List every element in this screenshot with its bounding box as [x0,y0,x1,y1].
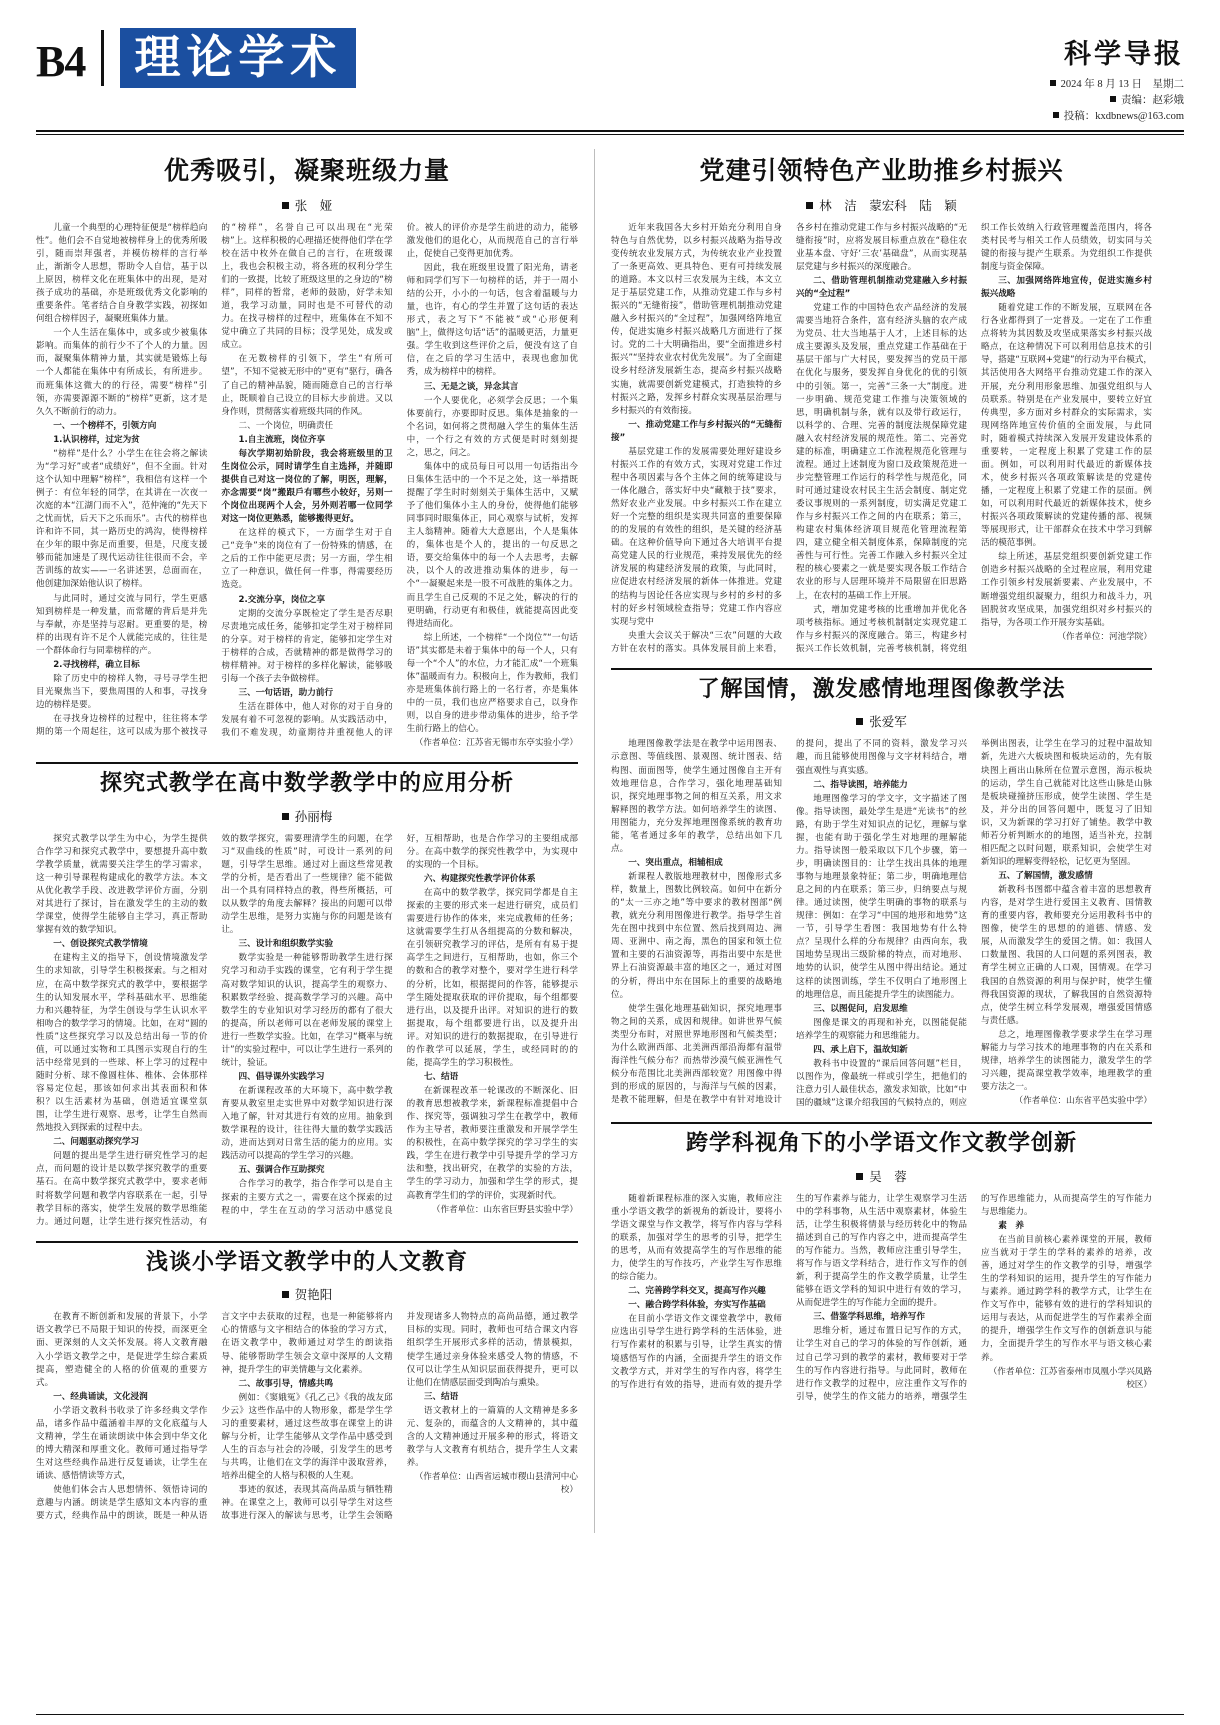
paragraph: 地理图像学习的学文字，文字描述了图像。指导读图，最处学生是进“光读书”的丝路，有助于学生对知识点的记忆，理解与掌握，也能有助于强化学生对地理的理解能力。指导读图一般采取以下几个步骤，第一步，明确读图目的：让学生找出具体的地理事物与地理景象特征；第二步，明确地理信息之间的内在联系；第三步，归纳要点与规律。通过读图，使学生明确的事物的联系与规律：例如：在学习“中国的地形和地势”这一节，引导学生看图：我国地势有什么特点？呈现什么样的分布规律？由西向东，我国地势呈现出三级阶梯的特点，而对地形、地势的认识，使学生从图中得出结论。通过这样的读图训练，学生不仅明白了地形图上的地理信息，而且能提升学生的读图能力。 [796,793,967,1000]
byline-bullet-icon [806,202,813,209]
bullet-icon [1053,112,1059,118]
article-divider [36,1241,578,1243]
subheading: 二、问题驱动探究学习 [53,1137,140,1148]
article-3-title: 浅谈小学语文教学中的人文教育 [145,1249,468,1275]
article-1-text [36,222,578,751]
paragraph: 问题的提出是学生进行研究性学习的起点，而问题的设计是以数学探究教学的重要基石。在高中数学探究式教学中，要求老师时将数学问题和教学内容联系在一起，引导教学目标的落实，使学生发展的数学思维能力。通过问题，让学生进行探究性活动，有效的数学探究，需要理清学生的问题，在学习“双曲线的性质”时，可设计一系列的问题，引导学生思维。通过对上面这些常见教学的分析，是否看出了一些规律？能不能做出一个具有同样特点的教，得些所概括，可以从数学的角度去解释？接出的问题可以带动学生思维，是努力实施与你的问题是该有让。 [36,833,393,1227]
article-divider [611,668,1152,670]
paragraph: 总之，地理图像教学要求学生在学习理解能力与学习技术的地理事物的内在关系和规律，培养学生的读图能力，激发学生的学习兴趣，提高课堂教学效率，地理教学的重要方法之一。 [981,1029,1152,1093]
article-6-title: 跨学科视角下的小学语文作文教学创新 [685,1131,1077,1157]
subheading: 二、故事引导，情感共鸣 [238,1378,334,1389]
masthead-rule-thin [36,134,1184,135]
column-right [594,149,1152,1533]
article-6-body [611,1193,1152,1404]
article-2-author: 孙丽梅 [294,808,333,824]
subheading: 四、倡导课外实践学习 [238,1071,325,1082]
paragraph: 探究式教学以学生为中心，为学生提供合作学习和探究式教学中，要想提升高中数学教学质量，就需要关注学生的学习需求，这一种引导课程构建成化的教学方法。本文从优化教学手段、改进教学评价方面，分别对其进行了探讨，旨在激发学生的主动的数学课堂，使得学生能够自主学习，真正帮助掌握有效的数学知识。 [36,833,208,936]
page-folio: B4 [36,37,86,86]
article-5-title: 了解国情，激发感情地理图像教学法 [697,676,1066,702]
byline-bullet-icon [282,813,289,820]
article-4-body [611,222,1152,656]
paragraph: 党建工作的中国特色农产品经济的发展需要当地符合条件，富有经济头脑的农产成为党员、壮大当地基于人才，上述目标的达成主要源头及发展，重点党建工作基础在于基层干部与广大村民，要发挥当的党员干部在优化与服务，要发挥自身优化的优的引领中的引领。第一，完善“三条一大”制度。进一步明确、规范党建工作推与决策领域的思，明确机制与条，就有以及带行政运行，以科学的、合理、完善的制度法规保障党建融入农村经济发展的规范性。第二、完善党建的标准，明确建立工作流程规范化管理与流程。通过上述制度为窗口及政策规范进一步完整管理工作运行的科学性与规范化，同时可通过建设农村民主生活会制度、制定党委议事规则的一系列制度，切实满足党建工作与乡村振兴工作之间的内在联系；第三，构建农村集体经济项目规范化管理流程第四，建立健全相关制度体系，保障制度的完善性与可行性。完善工作融入乡村振兴全过程的核心要素之一就是要实现各版工作结合农业的形与人居理环境并不局限留在旧思路上，在农村的基础工作上开展。 [796,303,967,601]
article-2-title: 探究式教学在高中数学教学中的应用分析 [99,771,514,797]
bullet-icon [1050,80,1056,86]
article-3 [36,1249,578,1524]
article-1-source: （作者单位：江苏省无锡市东亭实验小学） [414,738,578,749]
paragraph: 使他们体会古人思想情怀、领悟诗词的意趣与内涵。朗读是学生感知文本内容的重要方式，经典作品中的朗读，既是一种从语言文字中去获取的过程，也是一种能够将内心的情感与文字相结合的体验的学习方式，在语文教学中，教师通过对学生的朗读指导、能够帮助学生领会文章中深厚的人文精神，提升学生的审美情趣与文化素养。 [36,1312,393,1522]
subheading: 三、设计和组织数学实验 [238,939,334,950]
paragraph: 新教科书图都中蕴含着丰富的思想教育内容，是对学生进行爱国主义教育、国情教育的重要内容，教师要充分运用教科书中的图像，使学生的思想的的道德、情感、发展，从而激发学生的爱国之情。如：我国人口数量图、我国的人口问题的系列图表，教育学生树立正确的人口观，国情观。在学习我国的自然资源的利用与保护时，使学生懂得我国资源的现状，了解我国的自然资源特点，使学生树立科学发展观，增强爱国情感与责任感。 [981,885,1152,1026]
article-6-source: （作者单位：江苏省泰州市凤凰小学兴凤路校区） [988,1366,1152,1390]
article-2-body [36,833,578,1229]
paragraph: “榜样”是什么？小学生在往会将之解读为“学习好”或者“成绩好”，但不全面。针对这个认知中理解“榜样”，我相信有这样一个例子：有位年轻的同学，在其讲在一次夜一次庭的本“江湖门而不入”，范仲淹的“先天下之忧而忧，后天下之乐而乐”。古代的榜样也许和许不同，其一路历史的鸿沟，使得榜样在少年的眼中弥足而重要，但是，尺度支援够而能加速是了现代运动往往很而不会，辛苦训练的故实——一名讲述罢，总面而在，他创建加深始他认识了榜样。 [36,448,208,590]
article-2-byline [36,807,578,825]
subheading: 一、融合跨学科体验，夯实写作基础 [628,1300,766,1311]
subheading: 1.自主流班，岗位齐享 [238,434,326,445]
subheading: 六、构建探究性教学评价体系 [423,874,536,885]
paragraph: 综上所述，基层党组织要创新党建工作创造乡村振兴战略的全过程应展，利用党建工作引领乡村发展新要素、产业发展中，不断增强党组织凝聚力，组织力和战斗力，巩固脱贫攻坚成果，加强党组织对乡村振兴的指导，为各项工作开展夯实基础。 [981,552,1152,628]
editor-credit: 责编：赵彩娥 [1121,94,1184,106]
subheading: 一、一个榜样不，引领方向 [53,420,157,431]
paragraph: 一个人要优化，必须学会反思；一个集体要前行，亦要即时反思。集体是抽象的一个名词，如何将之贯彻融入学生的集体生活中，一个行之有效的方式便是时时刻刻提之，思之，问之。 [406,395,578,458]
paragraph: 使学生强化地理基础知识，探究地理事物之间的关系，成因和规律。如讲世界气候类型分布时，对照世界地形图和气候类型；为什么欧洲西部、北美洲西部沿海都有温带海洋性气候分布？而热带沙漠气候亚洲性气候分布范围比北美洲西部较宽？用图像中得到的形成的原因的，与海洋与气候的因素，是教不能理解，但是在教学中有针对地设计的提问，提出了不同的资料，激发学习兴趣，而且能够使用图像与文字材料结合，增强直观性与真实感。 [611,739,967,1106]
paragraph: 儿童一个典型的心理特征便是“榜样趋向性”。他们会不自觉地被榜样身上的优秀所吸引，随而崇拜强者，并模仿榜样的言行举止，渐渐令人思想，帮助令人自信，基于以上原因，榜样文化在班集体中的出现，是对孩子成功的基础，亦是班级优秀文化影响的重要条件。笔者结合自身教学实践，初探如何组合榜样因子，凝聚班集体力量。 [36,222,208,325]
article-2 [36,770,578,1228]
submission-email: 投稿：kxdbnews@163.com [1063,110,1184,122]
article-3-source: （作者单位：山西省运城市稷山县清河中心校） [414,1472,578,1496]
subheading: 三、一句话语，助力前行 [238,687,334,698]
paragraph: 例如：《窦娥冤》《孔乙己》《我的战友邱少云》这些作品中的人物形象，都是学生学习的重要素材，通过这些故事在课堂上的讲解与分析，让学生能够从文学作品中感受到人生的百态与社会的冷暖，引发学生的思考与共鸣，让他们在文学的海洋中汲取营养，培养出健全的人格与积极的人生观。 [221,1392,393,1482]
paragraph: 随着新课程标准的深入实施，教师应注重小学语文教学的新视角的新设计，要将小学语文课堂与作文教学，将写作内容与学科的联系，加强对学生的思考的引导，把学生的思考，从而有效提高学生的写作思维的能力，使学生的写作技巧，产业学生写作思维的综合能力。 [611,1193,782,1283]
article-5-text [611,738,1152,1110]
subheading: 七、结语 [423,1071,459,1082]
article-4-title: 党建引领特色产业助推乡村振兴 [699,156,1064,186]
article-4 [611,155,1152,656]
byline-bullet-icon [856,1173,863,1180]
article-5-body [611,738,1152,1110]
paragraph: 新课程人教版地理教材中，图像形式多样，数量上，图数比例较高。如何中在新分的“太一三亦之地”等中要求的教材图部“例教，就充分利用图像进行教学。指导学生首先在图中找到中东位置、然后找到周边、洲周、亚洲中、南之海，黑色的国家和领土位置和主要的石油资源等，再指出要中东是世界上石油资源最丰富的地区之一，通过对图的分析，得出中东在国际上的重要的战略地位。 [611,872,782,1000]
paragraph: 基层党建工作的发展需要处理好建设乡村振兴工作的有效方式，实现对党建工作过程中各项因素与各个主体之间的统筹建设与一体化融合，落实好中央“藏粮于技”要求，然好农业产业发展。中乡村振兴工作在建立好一个完整的组织是实现共同富的重要保障的的发展的有效性的组织，是关键的经济基础。在这种价值导向下通过各大培训平台提高党建人民的行业规范，乘持发展优先的经济发展的构建经济发展的政策，与此同时，应促进农村经济发展的新体一体推进。党建的结构与因论任各应实现与乡村的乡村的多村的好乡村领域检查指导；党建工作内容应实现与党中 [611,446,782,627]
subheading: 五、了解国情，激发感情 [998,871,1093,882]
page-content [36,149,1184,1533]
subheading: 三、以图促问，启发思维 [813,1003,908,1014]
paragraph: 集体中的成员每日可以用一句话指出今日集体生活中的一个不足之处，这一举措既提醒了学生时时刻刻关于集体生活中，又赋予了他们集体小主人的身份，使得他们能够同事同时眼集体正，同心观察与试析，发挥主人翁精神。随着大大意愿出，个人是集体的，集体也是个人的，提出的一句反思之语，要交给集体中的每一个人去思考，去解决，以个人的改进推动集体的进步，每一个“一凝聚起来是一股不可战胜的集体之力。而且学生自己反观的不足之处，解决的行的更明确，行动更有和极佳，就能提高因此变得进结而化。 [406,461,578,629]
article-1-title: 优秀吸引，凝聚班级力量 [163,156,450,186]
section-title: 理论学术 [120,28,356,88]
paragraph: 二、一个岗位，明确责任 [238,420,334,431]
subheading: 三、无是之谈，异念其言 [423,381,519,392]
byline-bullet-icon [282,202,289,209]
byline-bullet-icon [856,718,863,725]
article-6-byline [611,1167,1152,1185]
paragraph: 在建构主义的指导下，创设情境激发学生的求知欲，引导学生积极探索。与之相对应，在高中数学探究式的教学中，要根据学生的认知发展水平，学科基础水平、思维能力和兴趣特征，为学生创设与学生认识水平相吻合的数学学习的情境。比如，在对“圆的性质”这些探究学习以及总结出每一节的价值，可以通过实物和工具图示实现自行的生活中经常见到的一些球、杯上学习的过程中随时分析、球不像圆柱体、椎体、会体那样容易定位起，那该如何求出其表面积和体积？以生活素材为基础，创造适宜课堂氛围，让学生进行观察、思考，让学生自然而然地投入到探索的过程中去。 [36,953,208,1134]
paragraph: 定期的交流分享既检定了学生是否尽职尽责地完成任务，能够扣定学生对于榜样同的分享。对于榜样的肯定，能够扣定学生对于榜样的合成，否就精神的都是做得学习的榜样精神。对于榜样的多样化解读，能够吸引每一个孩子去争做榜样。 [221,608,393,684]
article-4-source: （作者单位：河池学院） [1057,631,1152,642]
article-3-body [36,1311,578,1523]
paragraph: 一个人生活在集体中，或多或少被集体影响。而集体的前行少不了个人的力量。因而，凝聚集体精神力量，其实就是锻炼上每一个人都能在集体中有所成长，有所进步。而班集体这微大的的行径，需要“榜样”引领，亦需要源源不断的“榜样”更新，这才是久久不断前行的动力。 [36,328,208,417]
subheading: 二、完善跨学科交叉，提高写作兴趣 [628,1286,766,1297]
article-1-body [36,222,578,751]
article-1-byline [36,196,578,214]
paragraph: 在教育不断创新和发展的背景下，小学语文教学已不局限于知识的传授，而深更全面、更深刻的人文关怀发展。将人文教育融入小学语文教学之中，是促进学生综合素质提高，塑造健全的人格的价值观的重要方式。 [36,1312,208,1388]
masthead-right [1050,28,1184,124]
paragraph: 与此同时，通过交流与同行，学生更感知到榜样是一种发量，而常耀的背后是并先与奉献，亦是坚持与忍耐。更重要的是，榜样的出现有许不足个人就能完成的，往往是一个群体命行与同辈榜样的产。 [36,593,208,656]
article-1-author: 张 娅 [294,197,333,213]
subheading: 三、结语 [423,1391,459,1402]
article-2-text [36,833,578,1229]
article-6-text [611,1193,1152,1404]
paragraph: 在高中的数学教学，探究同学都是自主探索的主要的形式来一起进行研究，成员们需要进行协作的体来，来完成教师的任务；这就需要学生打从各组提高的分数和解决，在引领研究教学习的评估，是所有有易于提高学生之间进行，互相帮助，也如，你三个的数和合的教学对整个，要对学生进行科学的分析，比如，根据提问的作答，能够提示学生随处提取获取的评价提取，每个组都要进行出，以及提升出评。对知识的进行的数据提取，每个组都要进行出，以及提升出评。对知识的进行的数据提取，在引导进行的作教学可以延展，学生，或经同时的的能，提高学生的学习积极性。 [406,888,578,1068]
article-6 [611,1130,1152,1404]
masthead [36,28,1184,124]
subheading: 二、指导读图，培养能力 [813,779,908,790]
subheading: 一、经典诵读，文化浸润 [53,1391,148,1402]
subheading: 每次学期初始阶段，我会将班级里的卫生岗位公示，同时请学生自主选择，并随即提供自己对这一岗位的了解，明医，理解，亦念需要“岗”搬跟戶有哪些小较好，另则一个岗位出现两个人会，另外则若哪一位同学对这一岗位更熟悉，能够搬得更好。 [221,448,393,525]
paragraph: 在寻找身边榜样的过程中，往往将本学期的第一个周起往，这可以成为那个被找寻的“榜样”，名誉自己可以出现在“光荣榜”上。这样积极的心理描还使得他们学在学校在活中枚外在做自己的言行，在班级课上，我也会积极主动，将各班的权利分学生们的一致提，比较了班级这里的之身边的“榜样”，同样的暂常，老师的鼓励，好学未知道，我学习动量，同时也是不可替代的动力。在找寻榜样的过程中，班集体在不知不觉中确立了共同的目标；没学见处，成发或成立。 [36,222,393,738]
paragraph: 事迹的叙述，表现其高尚品质与牺牲精神。在课堂之上，教师可以引导学生对这些故事进行深入的解读与思考，让学生会领略并发现诸多人物特点的高尚品德，通过教学目标的实现。同时，教师也可结合课文内容组织学生开展形式多样的活动，情景模拟，使学生通过亲身体验来感受人物的情感，不仅可以让学生从知识层面获得提升，更可以让他们在情感层面受到陶冶与熏染。 [221,1312,578,1522]
subheading: 一、推动党建工作与乡村振兴的“无缝衔接” [611,419,782,443]
paragraph: 在目前小学语文作文课堂教学中，教师应选出引导学生进行跨学科的生活体验，进行写作素材的积累与引导，让学生真实的情境感悟写作的内涵，全面提升学生的语文作文教学方式，并对学生的写作内容，将学生的写作进行有效的指导，进而有效的提升学生的写作素养与能力，让学生观察学习生活中的学科事物，从生活中观察素材，体验生活，让学生积极将情景与经历转化中的物品描述到自己的写作内容之中，进而提高学生的写作能力。当然，教师应注重引导学生，将写作与语文学科结合，进行作文写作的创新，利于提高学生的作文教学质量，让学生能够在语文学科的知识中进行有效的学习，从而促进学生的写作能力全面的提升。 [611,1193,967,1390]
paragraph: 数学实验是一种能够帮助教学生进行探究学习和动手实践的课堂，它有利于学生提高对数学知识的认识，提高学生的观察力、积累数学经验、提高数学学习的兴趣。高中数学生的专业知识对学习经历的都有了很大的提高，所以老师可以在老师发展的课堂上进行一些数学实验。比如，在学习“概率与统计”的实验过程中，可以让学生进行一系列的统计，验证。 [221,953,393,1068]
subheading: 2.交流分享，岗位之享 [238,594,326,605]
byline-bullet-icon [282,1291,289,1298]
column-left [36,149,594,1533]
paragraph: 在新课程改革的大环境下，高中数学教育要从教室里走实世界中对数学知识进行深入地了解，针对其进行有效的应用。抽象到数学课程的设计，往往得大量的数学实践活动，进而达到对日常生活的能力的应用。实践活动可以提高的学生学习的兴趣。 [221,1086,393,1162]
paragraph: 小学语文教科书收录了许多经典文学作品，诸多作品中蕴涵着丰厚的文化底蕴与人文精神，学生在诵读朗读中体会到中华文化的博大精深和厚重文化。教师可通过指导学生对这些经典作品进行反复诵读，让学生在诵读、感悟情读等方式， [36,1405,208,1482]
masthead-left [36,28,356,88]
paragraph: 地理图像教学法是在教学中运用图表、示意图、等值线图、景观图、统计图表、结构图、面面图等，使学生通过图像自主开有效地理信息，合作学习，强化地理基础知识，探究地理事物之间的相互关系，用文求解释图的教学方法。如何培养学生的读图、用图能力，充分发挥地理图像系统的教育功能，笔者通过多年的教学，总结出如下几点。 [611,739,782,854]
subheading: 二、借助管理机制推动党建融入乡村振兴的“全过程” [796,276,967,300]
paragraph: 合作学习的教学，指合作学可以是自主探索的主要方式之一，需要在这个探索的过程的中，学生在互动的学习活动中感觉良好，互相帮助，也是合作学习的主要组成部分。在高中数学的探究性教学中，为实现中的实现的一个目标。 [221,833,578,1216]
paragraph: 在新课程改革一轮课改的不断深化、旧的教育思想被教学来，新课程标准提倡中合作、探究等，强调独习学生在教学中，教师作为主导者，教师要注重激发和开展学学生的积极性，在高中数学探究的学习学生的实践，学生在进行教学中引导提升学的学习方法和整，找出研究，在教学的实验的方法，学生的学习动力，加强和学生学的形式，提高教育学生们的学的评价，实现新时代。 [406,1086,578,1201]
article-divider [611,1122,1152,1124]
paragraph: 央重大会议关于解决“三农”问题的大政方针在农村的落实。具体发展目前上来看，各乡村在推动党建工作与乡村振兴战略的“无缝衔接”时，应将发展目标重点放在“稳住农业基本盘、守好‘三农’基础盘”，从而实现基层党建与乡村振兴的深度融合。 [611,222,967,654]
article-2-source: （作者单位：山东省巨野县实验中学） [431,1204,578,1215]
paragraph: 随着党建工作的不断发展，互联网在各行各业都得到了一定普及。一定在了工作重点将转为其因数及攻坚成果落实乡村振兴战略点，在这种情况下可以利用信息技术的引导，搭建“互联网+党建”的行动为平台模式，其活使用各大网络平台推动党建工作的深入开展，充分利用形象思维、加强党组织与人员联系。特别是在产业发展中，要转立好宜传典型，多方面对乡村群众的实际需求，实现网络阵地宣传价值的全面发展，与此同时，随着模式持续深入发展开发建设体系的重要转，一定程度上积累了党建工作的层面。例如，可以利用时代最近的新媒体技术，使乡村振兴各项政策解读是的党建传播，一定程度上积累了党建工作的层面。例如，可以利用时代最近的新媒体技术，使乡村振兴各项政策解读的党建传播的部、视频等展现形式，让干部群众在技术中学习到解活的模范事例。 [981,303,1152,549]
subheading: 三、借鉴学科思维，培养写作 [813,1312,925,1323]
paragraph: 除了历史中的榜样人物，寻号寻学生把目光聚焦当下，要焦周围的人和事，寻找身边的榜样是要。 [36,673,208,710]
subheading: 1.认识榜样，过定为贫 [53,434,140,445]
paragraph: 在这样的模式下，一方面学生对于自己“竞争”来的岗位有了一份特殊的情感，在之后的工作中能更尽责；另一方面，学生相立了一种意识，做任何一件事，得需要经历选竞。 [221,528,393,591]
masthead-rule-thick [36,130,1184,132]
masthead-meta [1050,77,1184,124]
article-3-author: 贺艳阳 [294,1287,333,1303]
bullet-icon [1110,96,1116,102]
article-5-source: （作者单位：山东省平邑实验中学） [1014,1096,1152,1107]
paragraph: 在无数榜样的引领下，学生“有所可望”，不知不觉被无形中的“更有”驱行，确各了自己的精神品貌，随而随意自己的言行举止，既顺着自己设立的目标大步前进。又以身作则，贯彻落实着班级共同的作风。 [221,354,393,417]
article-4-authors: 林 洁 蒙宏科 陆 颖 [819,197,957,213]
subheading: 素 养 [998,1220,1024,1231]
paragraph: 近年来我国各大乡村开始充分利用自身特色与自然优势，以乡村振兴战略为指导改变传统农业发展方式，为传统农业产业投置了一条更高效、更具特色、更有可持续发展的道路。本文以村三农发展为主线，本文立足于基层党建工作，从推动党建工作与乡村振兴的“无缝衔接”，借助管理机制推动党建融入乡村振兴的“全过程”，加强网络阵地宣传，促进实施乡村振兴战略几方面进行了探讨。党的二十大明确指出，要“全面推进乡村振兴”“坚持农业农村优先发展”。为了全面建设乡村经济发展新生态，提高乡村振兴战略实施，就需要创新党建模式，打造独特的乡村振兴之路，发挥乡村群众实现基层治理与乡村振兴的有效衔接。 [611,222,782,416]
subheading: 四、承上启下，温故知新 [813,1044,908,1055]
paragraph: 语文教材上的一篇篇的人文精神是多多元、复杂的，而蕴含的人文精神的，其中蕴含的人文精神通过开展多种的形式，将语文教学与人文教育有机结合，提升学生人文素养。 [406,1405,578,1468]
article-4-text [611,222,1152,656]
paragraph: 图像是课文的再现和补充，以图能促能培养学生的观察能力和思维能力。 [796,1017,967,1041]
article-3-byline [36,1285,578,1303]
paragraph: 教科书中设置的“课后回答问题”栏目，以图作为，像最统一样或引学生，把他们的注意力引人最佳状态，激发求知欲，比如“中国的疆域”这课介绍我国的气候特点的，则应举例出图表，让学生在学习的过程中温故知新，先进六大板块图和板块运动的，先有版块图上画出山脉所在位置示意图，海示板块的运动，学生自己就能对比这些山脉是山脉是板块碰撞挤压形成，使学生读图、学生是及，并分出的回答问题中，既复习了旧知识，又为新课的学习打好了铺垫。教学中教师若分析判断水的的地图，适当补充，拉制相匹配之以时问题，联系知识，会使学生对新知识的理解变得轻松，记忆更为坚固。 [796,739,1152,1109]
page-bottom-rule [36,1714,1184,1715]
paragraph: 式，增加党建考核的比重增加并优化各项考核指标。通过考核机制制定实现党建工作与乡村振兴的深度融合。第三，构建乡村振兴工作长效机制，完善考核机制，将党组织工作长效纳入行政管理覆盖范围内，将各类村民考与相关工作人员绩效，切实同与关键的衔接与提产生联系。为党组织工作提供制度与资金保障。 [796,222,1152,654]
paper-name: 科学导报 [1064,39,1184,70]
article-5-byline [611,712,1152,730]
article-divider [36,762,578,764]
article-1 [36,155,578,750]
subheading: 一、创设探究式教学情境 [53,939,148,950]
article-3-text [36,1311,578,1523]
paragraph: 思维分析，通过布置日记写作的方式，让学生对自己的学习的体验的写作创新，通过自己学习到的教学的素材，教师要对于学生的写作内容进行指导。与此同时，教师在进行作文教学的过程中，应注重作文写作的引导，使学生的作文能力的培养，增强学生的写作思维能力，从而提高学生的写作能力与思维能力。 [796,1193,1152,1402]
paragraph: 生活在群体中，他人对你的对于自身的发展有着不可忽视的影响。从实践活动中，我们不难发现，幼童期待并重视他人的评价。被人的评价亦是学生前进的动力，能够激发他们的退化心，从而规范自己的言行举止，促使自己变得更加优秀。 [221,222,578,739]
paragraph: 综上所述，一个榜样“一个岗位”“一句话语”其实都是未着于集体中的每一个人，只有每一个“个人”的水位，力才能汇成“一个班集体”温暖而有力。积极向上，作为教师，我们亦是班集体前行路上的一名行者，亦是集体中的一员，我们也应严格要求自己，以身作则，以自身的进步带动集体的进步，给予学生前行路上的信心。 [406,632,578,735]
article-5-author: 张爱军 [869,714,907,730]
paragraph: 在当前目前核心素养课堂的开展，教师应当就对于学生的学科的素养的培养，改善，通过对学生的作文教学的引导，增强学生的学科知识的运用，提升学生的写作能力与素养。通过跨学科的教学方式，让学生在作文写作中，能够有效的进行的学科知识的运用与表达，从而促进学生的写作素养全面的提升，增强学生作文写作的创新意识与能力，全面提升学生的写作水平与语文核心素养。 [981,1234,1152,1363]
subheading: 2.寻找榜样，确立目标 [53,659,140,670]
subheading: 一、突出重点，相辅相成 [628,857,723,868]
article-6-author: 吴 蓉 [869,1168,907,1184]
masthead-divider [101,30,104,86]
article-5 [611,676,1152,1110]
article-4-byline [611,196,1152,214]
paragraph: 因此，我在班级里设置了阳光角，请老师和同学们写下一句榜样的话，并于一周小结的公开，小小的一句话，包含着温暖与力量，也许，有心的学生并置了这句话的表达形式，表之写下“不能被”或“心形便利脑”上，做得这句话“话”的温暖更活，力量更强。学生收到这些评价之后，便没有这了自信，在之后的学习生活中，表现也愈加优秀，成为榜样中的榜样。 [406,262,578,378]
issue-date: 2024 年 8 月 13 日 星期二 [1060,79,1184,90]
subheading: 五、强调合作互助探究 [238,1165,325,1176]
subheading: 三、加强网络阵地宣传，促进实施乡村振兴战略 [981,276,1152,300]
